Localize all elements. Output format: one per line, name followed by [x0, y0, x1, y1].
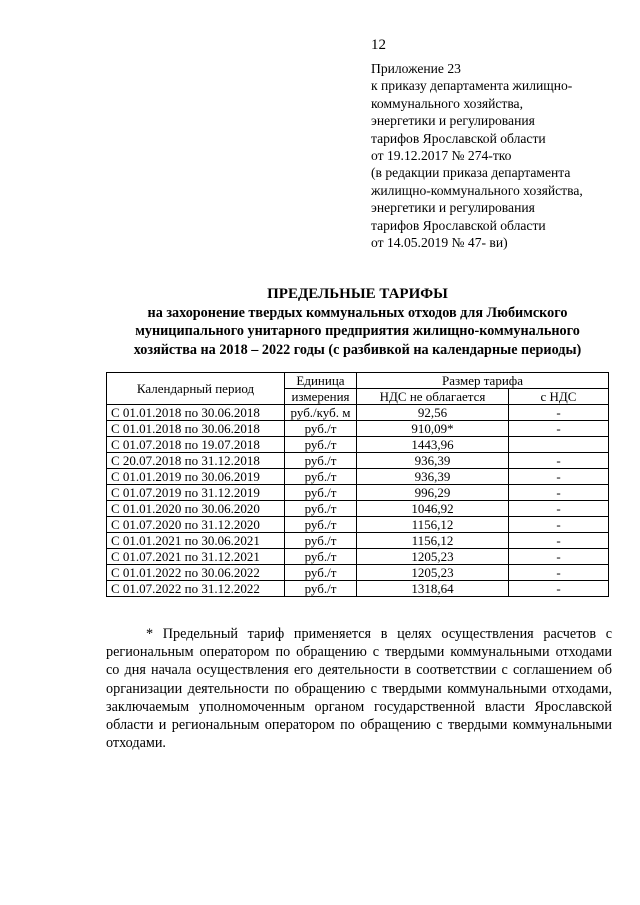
table-row [107, 549, 609, 565]
table-row [107, 501, 609, 517]
cell-with-vat: - [509, 533, 609, 549]
header-period: Календарный период [107, 373, 285, 405]
cell-period: С 01.01.2020 по 30.06.2020 [107, 501, 285, 517]
appendix-line: (в редакции приказа департамента [371, 165, 571, 181]
cell-unit: руб./т [285, 469, 357, 485]
table-row [107, 405, 609, 421]
cell-period: С 01.01.2022 по 30.06.2022 [107, 565, 285, 581]
cell-period: С 20.07.2018 по 31.12.2018 [107, 453, 285, 469]
cell-unit: руб./т [285, 485, 357, 501]
cell-unit: руб./т [285, 437, 357, 453]
cell-period: С 01.07.2018 по 19.07.2018 [107, 437, 285, 453]
title-subtitle-line: муниципального унитарного предприятия жилищно-коммунального [135, 323, 580, 339]
cell-no-vat: 1318,64 [357, 581, 509, 597]
tariff-table [106, 372, 609, 597]
page-number: 12 [371, 37, 386, 53]
cell-with-vat: - [509, 565, 609, 581]
table-row [107, 421, 609, 437]
table-row [107, 565, 609, 581]
appendix-line: Приложение 23 [371, 61, 461, 76]
cell-no-vat: 1156,12 [357, 517, 509, 533]
cell-with-vat: - [509, 469, 609, 485]
cell-period: С 01.01.2021 по 30.06.2021 [107, 533, 285, 549]
appendix-line: от 19.12.2017 № 274-тко [371, 148, 512, 164]
table-row [107, 469, 609, 485]
cell-no-vat: 936,39 [357, 453, 509, 469]
appendix-line: тарифов Ярославской области [371, 130, 546, 146]
footnote [106, 625, 612, 752]
cell-with-vat: - [509, 421, 609, 437]
header-tariff-size: Размер тарифа [357, 373, 609, 389]
cell-unit: руб./т [285, 501, 357, 517]
cell-with-vat: - [509, 485, 609, 501]
cell-no-vat: 1205,23 [357, 549, 509, 565]
cell-with-vat: - [509, 453, 609, 469]
cell-no-vat: 1156,12 [357, 533, 509, 549]
table-row [107, 517, 609, 533]
cell-with-vat: - [509, 405, 609, 421]
appendix-line: к приказу департамента жилищно- [371, 78, 573, 94]
cell-no-vat: 92,56 [357, 405, 509, 421]
cell-period: С 01.01.2019 по 30.06.2019 [107, 469, 285, 485]
cell-period: С 01.07.2019 по 31.12.2019 [107, 485, 285, 501]
header-no-vat: НДС не облагается [357, 389, 509, 405]
header-unit-measure: измерения [285, 389, 357, 405]
appendix-line: жилищно-коммунального хозяйства, [371, 182, 583, 198]
title-subtitle-line: хозяйства на 2018 – 2022 годы (с разбивкой на календарные периоды) [133, 341, 582, 358]
footnote-text: * Предельный тариф применяется в целях осуществления расчетов с региональным оператором по обращению с твердыми коммунальными отходами со дня начала осуществления его деятельности в соответствии с соглашением об организации деятельности по обращению с твердыми коммунальными отходами, заключаемым уполномоченным органом государственной власти Ярославской области и региональным оператором по обращению с твердыми коммунальными отходами. [106, 626, 612, 752]
cell-period: С 01.07.2022 по 31.12.2022 [107, 581, 285, 597]
cell-unit: руб./куб. м [285, 405, 357, 421]
appendix-header [371, 60, 621, 251]
table-row [107, 581, 609, 597]
cell-no-vat: 1443,96 [357, 437, 509, 453]
cell-unit: руб./т [285, 565, 357, 581]
cell-unit: руб./т [285, 421, 357, 437]
cell-with-vat: - [509, 517, 609, 533]
document-title [90, 285, 625, 359]
header-with-vat: с НДС [509, 389, 609, 405]
table-row [107, 533, 609, 549]
title-main: ПРЕДЕЛЬНЫЕ ТАРИФЫ [267, 286, 448, 302]
cell-period: С 01.01.2018 по 30.06.2018 [107, 421, 285, 437]
header-unit: Единица [285, 373, 357, 389]
cell-with-vat: - [509, 501, 609, 517]
cell-period: С 01.07.2021 по 31.12.2021 [107, 549, 285, 565]
appendix-line: энергетики и регулирования [371, 200, 535, 216]
cell-with-vat: - [509, 581, 609, 597]
cell-unit: руб./т [285, 453, 357, 469]
table-row [107, 437, 609, 453]
appendix-line: коммунального хозяйства, [371, 95, 523, 111]
cell-unit: руб./т [285, 549, 357, 565]
cell-period: С 01.01.2018 по 30.06.2018 [107, 405, 285, 421]
cell-with-vat [509, 437, 609, 453]
cell-unit: руб./т [285, 517, 357, 533]
cell-no-vat: 936,39 [357, 469, 509, 485]
cell-period: С 01.07.2020 по 31.12.2020 [107, 517, 285, 533]
table-row [107, 485, 609, 501]
appendix-line: энергетики и регулирования [371, 113, 535, 129]
table-row [107, 453, 609, 469]
cell-no-vat: 1205,23 [357, 565, 509, 581]
cell-no-vat: 910,09* [357, 421, 509, 437]
appendix-line: тарифов Ярославской области [371, 217, 546, 233]
cell-no-vat: 1046,92 [357, 501, 509, 517]
appendix-line: от 14.05.2019 № 47- ви) [371, 235, 508, 251]
cell-unit: руб./т [285, 581, 357, 597]
cell-unit: руб./т [285, 533, 357, 549]
title-subtitle-line: на захоронение твердых коммунальных отходов для Любимского [147, 304, 568, 321]
cell-with-vat: - [509, 549, 609, 565]
cell-no-vat: 996,29 [357, 485, 509, 501]
